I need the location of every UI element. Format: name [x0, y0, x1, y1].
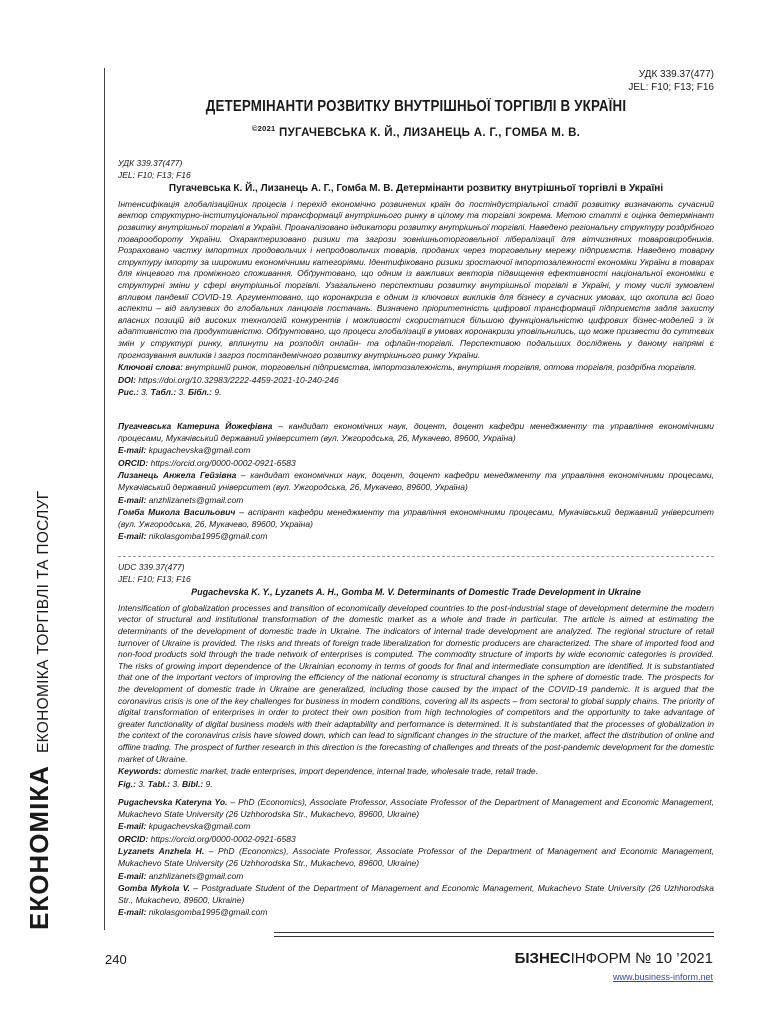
ua-author3-desc: – аспірант кафедри менеджменту та управління економічними процесами, Мукачівський державний університет (вул. Ужгородська, 26, Мукачево, 89600, Україна): [118, 507, 715, 529]
ua-author2-name: Лизанець Анжела Гейзівна: [118, 470, 237, 481]
section-label-thin: ЕКОНОМІКА ТОРГІВЛІ ТА ПОСЛУГ: [35, 490, 52, 754]
en-abstract-section: [118, 562, 714, 791]
en-author2-email[interactable]: anzhlizanets@gmail.com: [146, 870, 244, 881]
section-side-label: [24, 491, 55, 930]
ua-author1-orcid[interactable]: https://orcid.org/0000-0002-0921-6583: [148, 457, 296, 468]
top-udk-block: [628, 68, 714, 94]
en-authors-section: Pugachevska Kateryna Yo. – PhD (Economics), Associate Professor, Associate Professor of the Department of Management and Economic Management, Mukachevo State University (26 Uzhhorodska Str., Mukachevo, 89600, Ukraine) E-mail: kpugachevska@gmail.com ORCID: https://orcid.org/0000-0002-0921-6583 Lyzanets Anzhela H. – PhD (Economics), Associate Professor, Associate Professor of the Department of Management and Economic Management, Mukachevo State University (26 Uzhhorodska Str., Mukachevo, 89600, Ukraine) E-mail: anzhlizanets@gmail.com Gomba Mykola V. – Postgraduate Student of the Department of Management and Economic Management, Mukachevo State University (26 Uzhhorodska Str., Mukachevo, 89600, Ukraine) E-mail: nikolasgomba1995@gmail.com: [118, 797, 714, 918]
ua-author1-name: Пугачевська Катерина Йожефівна: [118, 421, 273, 431]
en-udc: UDC 339.37(477): [118, 562, 185, 572]
en-counts: Fig.: 3. Tabl.: 3. Bibl.: 9.: [118, 778, 213, 789]
en-jel: JEL: F10; F13; F16: [118, 573, 191, 584]
side-rule: [104, 68, 105, 930]
en-author1-orcid[interactable]: https://orcid.org/0000-0002-0921-6583: [148, 833, 296, 844]
ua-counts: Рис.: 3. Табл.: 3. Бібл.: 9.: [118, 387, 222, 398]
ua-author1-desc: – кандидат економічних наук, доцент, доцент кафедри менеджменту та управління економічними процесами, Мукачівський державний університет (вул. Ужгородська, 26, Мукачево, 89600, Україна): [118, 421, 714, 443]
ua-author2-email[interactable]: anzhlizanets@gmail.com: [146, 494, 244, 505]
en-author3-name: Gomba Mykola V.: [118, 883, 190, 894]
en-author2-name: Lyzanets Anzhela H.: [118, 846, 205, 857]
en-author3-email[interactable]: nikolasgomba1995@gmail.com: [146, 907, 268, 918]
ua-abstract-section: [118, 158, 714, 400]
ua-keywords: внутрішній ринок, торговельні підприємства, імпортозалежність, внутрішня торгівля, оптова торгівля, роздрібна торгівля.: [183, 362, 697, 373]
journal-website-link[interactable]: www.business-inform.net: [612, 972, 713, 982]
en-keywords-label: Keywords:: [118, 766, 162, 777]
article-authors: [118, 124, 714, 139]
section-label-bold: ЕКОНОМІКА: [24, 765, 54, 930]
en-author1-name: Pugachevska Kateryna Yo.: [118, 797, 228, 807]
ua-author2-desc: – кандидат економічних наук, доцент, доцент кафедри менеджменту та управління економічними процесами, Мукачівський державний університет (вул. Ужгородська, 26, Мукачево, 89600, Україна): [118, 470, 714, 492]
en-heading: Pugachevska K. Y., Lyzanets A. H., Gomba M. V. Determinants of Domestic Trade Development in Ukraine: [191, 587, 641, 598]
ua-abstract: Інтенсифікація глобалізаційних процесів і перехід економічно розвинених країн до постіндустріальної стадії розвитку визначають сучасний вектор структурно-інституціональної трансформації внутрішнього ринку в цілому та торгівлі зокрема. Метою статті є оцінка детермінант розвитку внутрішньої торгівлі в Україні. Проаналізовано індикатори розвитку внутрішньої торгівлі. Наведено регіональну структуру роздрібного товарообороту України. Охарактеризовано ризики та загрози зовнішньоторговельної лібералізації для вітчизняних товаровиробників. Розраховано частку імпортних продовольчих і непродовольчих товарів, проданих через торговельну мережу підприємств. Наведено товарну структуру імпорту за широкими економічними категоріями. Ідентифіковано ризики зростаючої імпортозалежності економіки України в товарах для кінцевого та проміжного споживання. Обґрунтовано, що одним із важливих векторів підвищення ефективності національної економіки є структурні зміни у сфері внутрішньої торгівлі. Узагальнено перспективи розвитку внутрішньої торгівлі в Україні, у тому числі зумовлені впливом пандемії COVID-19. Аргументовано, що коронакриза є одним із ключових викликів для бізнесу в сучасних умовах, що охопила всі його аспекти – від галузевих до глобальних ланцюгів постачань. Визначено пріоритетність цифрової трансформації підприємств задля захисту власних позицій від високих технологій конкурентів і можливості скористатися більшою функціональністю цифрових бізнес-моделей з їх адаптивністю та продуктивністю. Обґрунтовано, що процеси глобалізації в умовах коронакризи уповільнились, що може призвести до суттєвих змін у структурі ринку, вплинути на розподіл онлайн- та офлайн-торгівлі. Перспективою подальших досліджень у даному напрямі є прогнозування викликів і загроз постпандемічного розвитку внутрішнього ринку України.: [118, 198, 714, 360]
top-udk: УДК 339.37(477): [638, 69, 714, 80]
en-keywords: domestic market, trade enterprises, import dependence, internal trade, wholesale trade, retail trade.: [161, 766, 539, 777]
ua-author3-name: Гомба Микола Васильович: [118, 507, 236, 518]
copyright-year: ©2021: [251, 124, 276, 133]
en-author1-email[interactable]: kpugachevska@gmail.com: [146, 821, 251, 832]
ua-authors-section: Пугачевська Катерина Йожефівна – кандидат економічних наук, доцент, доцент кафедри менеджменту та управління економічними процесами, Мукачівський державний університет (вул. Ужгородська, 26, Мукачево, 89600, Україна) E-mail: kpugachevska@gmail.com ORCID: https://orcid.org/0000-0002-0921-6583 Лизанець Анжела Гейзівна – кандидат економічних наук, доцент, доцент кафедри менеджменту та управління економічними процесами, Мукачівський державний університет (вул. Ужгородська, 26, Мукачево, 89600, Україна) E-mail: anzhlizanets@gmail.com Гомба Микола Васильович – аспірант кафедри менеджменту та управління економічними процесами, Мукачівський державний університет (вул. Ужгородська, 26, Мукачево, 89600, Україна) E-mail: nikolasgomba1995@gmail.com: [118, 421, 715, 542]
top-jel: JEL: F10; F13; F16: [628, 82, 714, 93]
en-author3-desc: – Postgraduate Student of the Department of Management and Economic Management, Mukachevo State University (26 Uzhhorodska Str., Mukachevo, 89600, Ukraine): [118, 883, 714, 905]
ua-author1-email[interactable]: kpugachevska@gmail.com: [146, 445, 251, 456]
ua-jel: JEL: F10; F13; F16: [118, 169, 191, 180]
ua-doi-link[interactable]: https://doi.org/10.32983/2222-4459-2021-10-240-246: [135, 374, 339, 385]
en-author1-desc: – PhD (Economics), Associate Professor, Associate Professor of the Department of Management and Economic Management, Mukachevo State University (26 Uzhhorodska Str., Mukachevo, 89600, Ukraine): [118, 797, 714, 819]
page-number: 240: [105, 952, 127, 967]
journal-name: [515, 950, 713, 967]
en-author2-desc: – PhD (Economics), Associate Professor, Associate Professor of the Department of Management and Economic Management, Mukachevo State University (26 Uzhhorodska Str., Mukachevo, 89600, Ukraine): [118, 846, 714, 868]
footer-double-rule: [274, 932, 714, 937]
ua-keywords-label: Ключові слова:: [118, 362, 184, 373]
journal-issue: ІНФОРМ № 10 ’2021: [570, 950, 713, 967]
journal-name-bold: БІЗНЕС: [514, 950, 571, 967]
section-divider: [118, 556, 714, 557]
ua-heading: Пугачевська К. Й., Лизанець А. Г., Гомба М. В. Детермінанти розвитку внутрішньої торгівлі в Україні: [168, 183, 664, 195]
en-abstract: Intensification of globalization processes and transition of economically developed countries to the post-industrial stage of development determine the modern vector of structural and institutional transformation of the domestic market as a whole and trade in particular. The article is aimed at estimating the determinants of the development of domestic trade in Ukraine. The indicators of internal trade development are analyzed. The regional structure of retail turnover of Ukraine is provided. The risks and threats of foreign trade liberalization for domestic producers are characterized. The share of imported food and non-food products sold through the trade network of enterprises is computed. The commodity structure of imports by wide economic categories is provided. The risks of growing import dependence of the Ukrainian economy in terms of goods for final and intermediate consumption are identified. It is substantiated that one of the important vectors of improving the efficiency of the national economy is structural changes in the sphere of domestic trade. The prospects for the development of domestic trade in Ukraine are generalized, including those caused by the impact of the COVID-19 pandemic. It is argued that the coronavirus crisis is one of the key challenges for business in modern conditions, covering all its aspects – from sectoral to global supply chains. The priority of digital transformation of enterprises in order to protect their own position from high technologies of competitors and the opportunity to take advantage of greater functionality of digital business models with their adaptability and performance is determined. It is substantiated that the processes of globalization in the context of the coronavirus crisis have slowed down, which can lead to significant changes in the structure of the market, affect the distribution of online and offline trading. The prospect of further research in this direction is the forecasting of challenges and threats of the post-pandemic development for the domestic market of Ukraine.: [118, 602, 714, 764]
ua-doi-label: DOI:: [118, 374, 136, 385]
article-title: ДЕТЕРМІНАНТИ РОЗВИТКУ ВНУТРІШНЬОЇ ТОРГІВЛІ В УКРАЇНІ: [205, 98, 627, 115]
ua-author3-email[interactable]: nikolasgomba1995@gmail.com: [146, 531, 268, 542]
author-names: ПУГАЧЕВСЬКА К. Й., ЛИЗАНЕЦЬ А. Г., ГОМБА М. В.: [279, 126, 581, 139]
ua-udk: УДК 339.37(477): [118, 158, 183, 168]
